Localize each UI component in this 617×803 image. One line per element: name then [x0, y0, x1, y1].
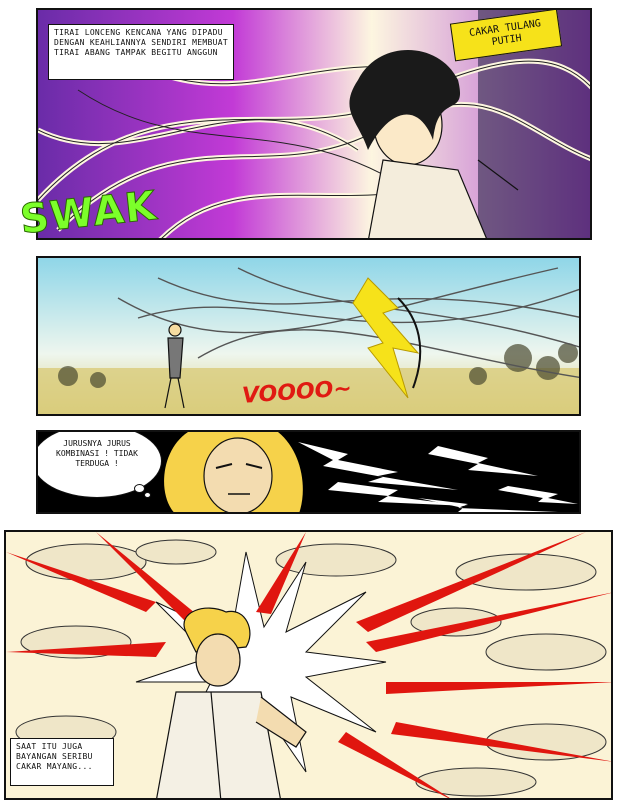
thought-tail-dot-small [144, 492, 151, 498]
panel-2 [36, 256, 581, 416]
panel-3 [36, 430, 581, 514]
panel-4 [4, 530, 613, 800]
panel-1-caption: TIRAI LONCENG KENCANA YANG DIPADU DENGAN KEAHLIANNYA SENDIRI MEMBUAT TIRAI ABANG TAMPAK BEGITU ANGGUN [48, 24, 234, 80]
blond-warrior-face [164, 432, 303, 514]
panel-4-caption: SAAT ITU JUGA BAYANGAN SERIBU CAKAR MAYANG... [10, 738, 114, 786]
technique-title: CAKAR TULANG PUTIH [450, 9, 562, 62]
thought-tail-dot-large [134, 484, 145, 493]
sfx-voooo: VOOOO~ [241, 376, 353, 409]
sfx-swak: SWAK [17, 182, 160, 244]
thought-bubble: JURUSNYA JURUS KOMBINASI ! TIDAK TERDUGA ! [36, 430, 162, 498]
